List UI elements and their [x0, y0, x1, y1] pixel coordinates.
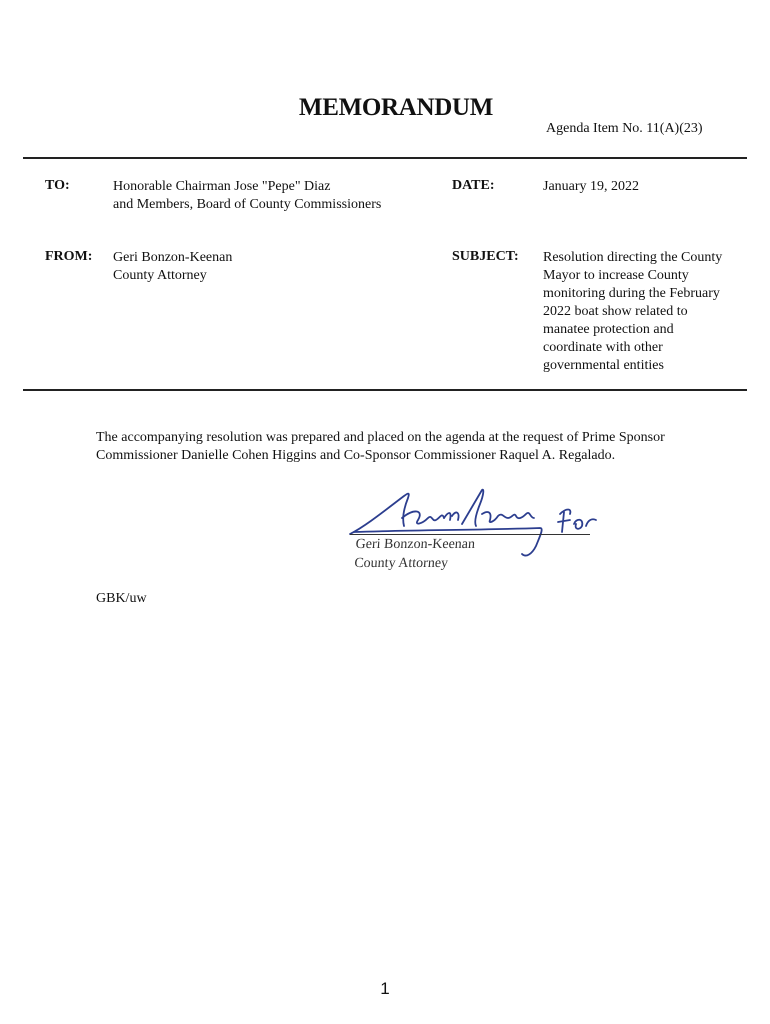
to-line-1: Honorable Chairman Jose "Pepe" Diaz: [113, 179, 331, 194]
header-bottom-rule: [23, 389, 747, 391]
date-value: January 19, 2022: [543, 179, 640, 194]
from-value: [113, 249, 232, 285]
subject-line-5: manatee protection and: [543, 322, 674, 337]
subject-line-2: Mayor to increase County: [543, 268, 689, 283]
from-label: FROM:: [45, 249, 93, 264]
subject-line-1: Resolution directing the County: [543, 250, 723, 265]
signature-block: [354, 535, 476, 573]
memo-title: MEMORANDUM: [298, 94, 494, 121]
body-paragraph: [96, 429, 756, 465]
typist-initials: GBK/uw: [96, 591, 147, 606]
signatory-name: Geri Bonzon-Keenan: [355, 537, 476, 552]
subject-value: [543, 249, 722, 375]
subject-line-6: coordinate with other: [543, 340, 663, 355]
subject-line-7: governmental entities: [543, 358, 664, 373]
subject-line-4: 2022 boat show related to: [543, 304, 688, 319]
header-top-rule: [23, 157, 747, 159]
subject-label: SUBJECT:: [452, 249, 519, 264]
page-number: 1: [380, 979, 390, 998]
to-label: TO:: [45, 178, 70, 193]
date-label: DATE:: [452, 178, 495, 193]
agenda-item-number: Agenda Item No. 11(A)(23): [546, 121, 703, 136]
body-line-1: The accompanying resolution was prepared and placed on the agenda at the request of Prime Sponsor: [96, 430, 665, 445]
subject-line-3: monitoring during the February: [543, 286, 720, 301]
to-value: [113, 178, 381, 214]
signatory-title: County Attorney: [353, 556, 449, 571]
from-line-2: County Attorney: [113, 268, 207, 283]
to-line-2: and Members, Board of County Commissioners: [113, 197, 382, 212]
from-line-1: Geri Bonzon-Keenan: [113, 250, 233, 265]
body-line-2: Commissioner Danielle Cohen Higgins and Co-Sponsor Commissioner Raquel A. Regalado.: [96, 448, 616, 463]
